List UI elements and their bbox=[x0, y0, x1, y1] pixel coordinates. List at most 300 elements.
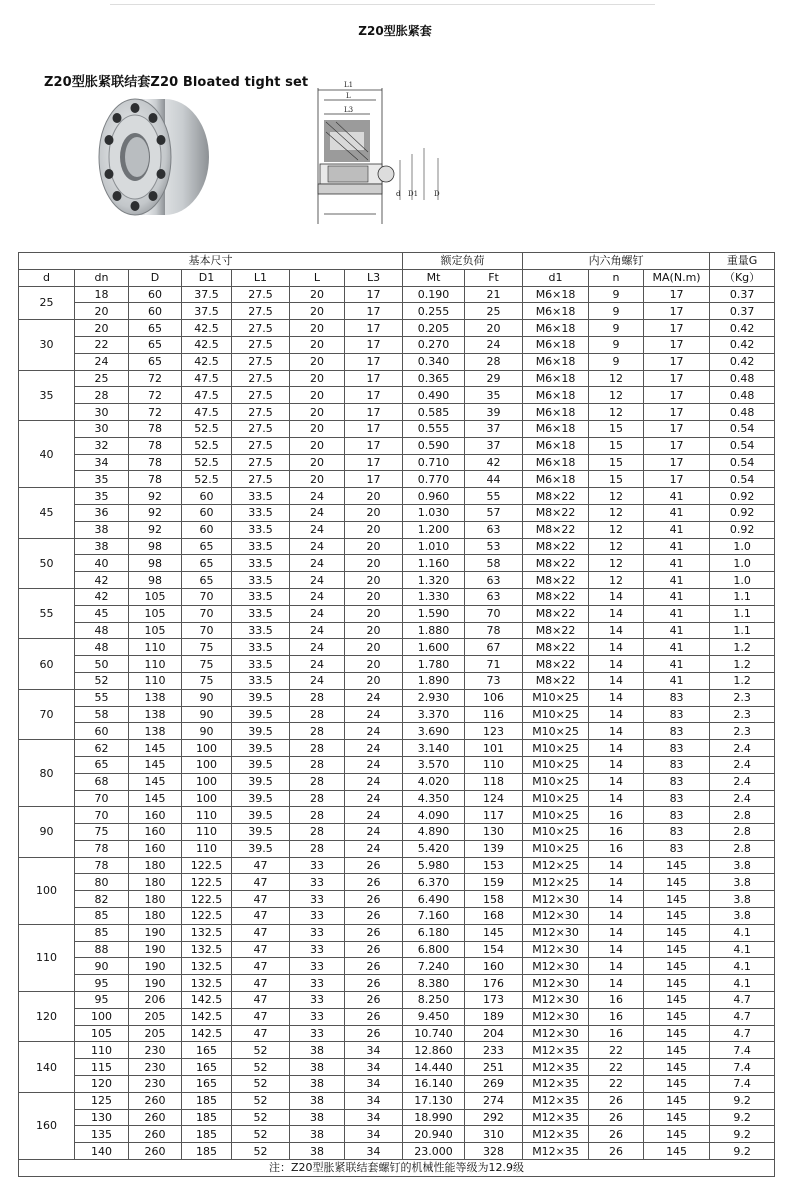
table-cell: 27.5 bbox=[232, 320, 290, 337]
table-row bbox=[19, 756, 775, 773]
table-cell: 22 bbox=[589, 1059, 644, 1076]
table-cell: 0.37 bbox=[710, 286, 775, 303]
table-cell: M10×25 bbox=[523, 706, 589, 723]
table-cell: 39.5 bbox=[232, 706, 290, 723]
table-row bbox=[19, 656, 775, 673]
table-row bbox=[19, 672, 775, 689]
table-cell: 33 bbox=[290, 975, 345, 992]
table-cell: 100 bbox=[182, 773, 232, 790]
table-cell: 24 bbox=[290, 656, 345, 673]
table-cell: 26 bbox=[589, 1143, 644, 1160]
table-row bbox=[19, 370, 775, 387]
table-cell: 27.5 bbox=[232, 336, 290, 353]
table-cell: 17 bbox=[345, 286, 403, 303]
table-cell: 52 bbox=[232, 1076, 290, 1093]
table-cell: 52 bbox=[232, 1092, 290, 1109]
table-cell: M10×25 bbox=[523, 689, 589, 706]
table-cell: 47.5 bbox=[182, 387, 232, 404]
table-cell: 118 bbox=[465, 773, 523, 790]
table-row bbox=[19, 958, 775, 975]
table-cell: 47.5 bbox=[182, 370, 232, 387]
column-header-row bbox=[19, 269, 775, 286]
bore-diameter-cell: 35 bbox=[19, 370, 75, 420]
table-cell: 9 bbox=[589, 353, 644, 370]
table-cell: 269 bbox=[465, 1076, 523, 1093]
table-cell: 158 bbox=[465, 891, 523, 908]
table-cell: 52 bbox=[232, 1143, 290, 1160]
table-cell: 75 bbox=[182, 656, 232, 673]
table-cell: M6×18 bbox=[523, 387, 589, 404]
table-cell: 310 bbox=[465, 1126, 523, 1143]
table-cell: 260 bbox=[129, 1126, 182, 1143]
table-row bbox=[19, 1042, 775, 1059]
table-cell: 14 bbox=[589, 975, 644, 992]
table-cell: 83 bbox=[644, 723, 710, 740]
table-cell: 7.4 bbox=[710, 1076, 775, 1093]
table-cell: 34 bbox=[345, 1042, 403, 1059]
bore-diameter-cell: 25 bbox=[19, 286, 75, 320]
table-cell: 0.92 bbox=[710, 521, 775, 538]
table-cell: 60 bbox=[182, 504, 232, 521]
table-cell: 20 bbox=[290, 471, 345, 488]
table-cell: M8×22 bbox=[523, 504, 589, 521]
table-cell: 145 bbox=[644, 975, 710, 992]
table-cell: 26 bbox=[345, 924, 403, 941]
table-cell: 70 bbox=[75, 807, 129, 824]
table-cell: 60 bbox=[129, 286, 182, 303]
table-cell: 90 bbox=[75, 958, 129, 975]
table-cell: 14 bbox=[589, 622, 644, 639]
table-cell: M6×18 bbox=[523, 370, 589, 387]
table-cell: 3.8 bbox=[710, 908, 775, 925]
table-cell: 72 bbox=[129, 387, 182, 404]
table-cell: 145 bbox=[644, 891, 710, 908]
table-row bbox=[19, 773, 775, 790]
table-cell: M6×18 bbox=[523, 404, 589, 421]
table-cell: 78 bbox=[465, 622, 523, 639]
table-cell: 47 bbox=[232, 958, 290, 975]
table-cell: 27.5 bbox=[232, 286, 290, 303]
table-cell: 60 bbox=[182, 521, 232, 538]
bore-diameter-cell: 55 bbox=[19, 588, 75, 638]
table-cell: 90 bbox=[182, 723, 232, 740]
table-cell: 26 bbox=[589, 1109, 644, 1126]
table-cell: 34 bbox=[345, 1076, 403, 1093]
table-cell: 39.5 bbox=[232, 740, 290, 757]
table-cell: 142.5 bbox=[182, 992, 232, 1009]
table-cell: 165 bbox=[182, 1059, 232, 1076]
table-cell: 1.2 bbox=[710, 656, 775, 673]
table-cell: 145 bbox=[644, 1059, 710, 1076]
table-cell: 17 bbox=[644, 286, 710, 303]
table-cell: 85 bbox=[75, 924, 129, 941]
table-row bbox=[19, 824, 775, 841]
table-row bbox=[19, 387, 775, 404]
table-cell: 110 bbox=[182, 824, 232, 841]
table-cell: 1.010 bbox=[403, 538, 465, 555]
table-cell: 20 bbox=[290, 454, 345, 471]
table-cell: M12×35 bbox=[523, 1109, 589, 1126]
table-cell: 47.5 bbox=[182, 404, 232, 421]
table-cell: 120 bbox=[75, 1076, 129, 1093]
table-cell: M6×18 bbox=[523, 420, 589, 437]
table-cell: 33 bbox=[290, 924, 345, 941]
table-cell: 14 bbox=[589, 773, 644, 790]
table-cell: 24 bbox=[345, 723, 403, 740]
table-cell: 1.1 bbox=[710, 622, 775, 639]
table-cell: 24 bbox=[290, 622, 345, 639]
table-cell: 190 bbox=[129, 975, 182, 992]
table-row bbox=[19, 404, 775, 421]
table-cell: 20 bbox=[345, 605, 403, 622]
table-cell: 1.1 bbox=[710, 588, 775, 605]
table-cell: M8×22 bbox=[523, 588, 589, 605]
table-cell: 190 bbox=[129, 941, 182, 958]
table-cell: 52.5 bbox=[182, 420, 232, 437]
table-cell: M6×18 bbox=[523, 303, 589, 320]
table-cell: 20 bbox=[345, 622, 403, 639]
bore-diameter-cell: 40 bbox=[19, 420, 75, 487]
table-cell: 70 bbox=[465, 605, 523, 622]
table-cell: 38 bbox=[290, 1126, 345, 1143]
table-cell: 70 bbox=[182, 622, 232, 639]
table-cell: 2.8 bbox=[710, 824, 775, 841]
table-cell: 9 bbox=[589, 336, 644, 353]
table-cell: 0.48 bbox=[710, 404, 775, 421]
table-cell: 37 bbox=[465, 437, 523, 454]
table-cell: 41 bbox=[644, 672, 710, 689]
table-cell: 33 bbox=[290, 891, 345, 908]
table-cell: 52.5 bbox=[182, 471, 232, 488]
table-cell: 88 bbox=[75, 941, 129, 958]
table-cell: 14 bbox=[589, 689, 644, 706]
table-cell: 9 bbox=[589, 286, 644, 303]
table-cell: 1.590 bbox=[403, 605, 465, 622]
table-cell: 27.5 bbox=[232, 370, 290, 387]
table-cell: 14 bbox=[589, 908, 644, 925]
table-cell: 10.740 bbox=[403, 1025, 465, 1042]
table-cell: 17 bbox=[644, 336, 710, 353]
bore-diameter-cell: 120 bbox=[19, 992, 75, 1042]
table-cell: 17 bbox=[345, 320, 403, 337]
table-cell: M12×35 bbox=[523, 1059, 589, 1076]
table-row bbox=[19, 1143, 775, 1160]
table-cell: 24 bbox=[290, 672, 345, 689]
table-cell: 4.350 bbox=[403, 790, 465, 807]
table-cell: 85 bbox=[75, 908, 129, 925]
table-cell: 28 bbox=[465, 353, 523, 370]
table-cell: 38 bbox=[290, 1059, 345, 1076]
table-cell: 3.690 bbox=[403, 723, 465, 740]
dim-outer-d-label: D bbox=[434, 190, 440, 198]
table-cell: 65 bbox=[129, 336, 182, 353]
table-cell: 12 bbox=[589, 555, 644, 572]
table-cell: 4.7 bbox=[710, 1008, 775, 1025]
table-cell: 63 bbox=[465, 521, 523, 538]
table-cell: 39.5 bbox=[232, 773, 290, 790]
table-cell: 15 bbox=[589, 471, 644, 488]
table-cell: 0.960 bbox=[403, 488, 465, 505]
column-header: L bbox=[290, 269, 345, 286]
table-cell: 180 bbox=[129, 857, 182, 874]
table-cell: 145 bbox=[644, 992, 710, 1009]
table-cell: 20.940 bbox=[403, 1126, 465, 1143]
table-cell: 135 bbox=[75, 1126, 129, 1143]
table-cell: 33 bbox=[290, 908, 345, 925]
table-cell: 4.020 bbox=[403, 773, 465, 790]
table-cell: 39.5 bbox=[232, 689, 290, 706]
table-cell: 41 bbox=[644, 555, 710, 572]
table-row bbox=[19, 320, 775, 337]
table-cell: 33.5 bbox=[232, 538, 290, 555]
table-cell: 65 bbox=[182, 572, 232, 589]
table-cell: 14 bbox=[589, 924, 644, 941]
table-cell: 17 bbox=[345, 437, 403, 454]
table-cell: 17 bbox=[345, 353, 403, 370]
table-cell: 9 bbox=[589, 320, 644, 337]
table-cell: 38 bbox=[290, 1143, 345, 1160]
table-cell: M6×18 bbox=[523, 336, 589, 353]
table-cell: M6×18 bbox=[523, 471, 589, 488]
table-cell: 0.205 bbox=[403, 320, 465, 337]
table-cell: 72 bbox=[129, 404, 182, 421]
table-cell: 132.5 bbox=[182, 941, 232, 958]
table-cell: M12×30 bbox=[523, 908, 589, 925]
table-cell: 83 bbox=[644, 773, 710, 790]
table-cell: 24 bbox=[290, 588, 345, 605]
table-cell: 92 bbox=[129, 504, 182, 521]
table-cell: 132.5 bbox=[182, 958, 232, 975]
table-cell: M6×18 bbox=[523, 437, 589, 454]
table-cell: 72 bbox=[129, 370, 182, 387]
table-row bbox=[19, 689, 775, 706]
table-cell: 27.5 bbox=[232, 353, 290, 370]
table-cell: 30 bbox=[75, 404, 129, 421]
table-cell: 5.980 bbox=[403, 857, 465, 874]
table-cell: 36 bbox=[75, 504, 129, 521]
table-cell: 20 bbox=[345, 656, 403, 673]
table-cell: 4.1 bbox=[710, 958, 775, 975]
table-cell: 78 bbox=[129, 437, 182, 454]
table-cell: 20 bbox=[75, 320, 129, 337]
table-cell: 35 bbox=[75, 488, 129, 505]
table-cell: 47 bbox=[232, 975, 290, 992]
table-cell: 58 bbox=[75, 706, 129, 723]
table-cell: 28 bbox=[290, 689, 345, 706]
table-cell: 52.5 bbox=[182, 437, 232, 454]
table-cell: 154 bbox=[465, 941, 523, 958]
table-cell: M12×35 bbox=[523, 1143, 589, 1160]
table-cell: 52 bbox=[232, 1042, 290, 1059]
table-cell: M12×25 bbox=[523, 874, 589, 891]
table-cell: 145 bbox=[644, 1126, 710, 1143]
table-cell: 24 bbox=[290, 521, 345, 538]
bore-diameter-cell: 90 bbox=[19, 807, 75, 857]
table-cell: 12 bbox=[589, 521, 644, 538]
table-cell: 33.5 bbox=[232, 605, 290, 622]
table-row bbox=[19, 975, 775, 992]
table-cell: 2.8 bbox=[710, 840, 775, 857]
table-cell: 0.270 bbox=[403, 336, 465, 353]
table-cell: 24 bbox=[345, 840, 403, 857]
table-row bbox=[19, 605, 775, 622]
table-cell: 38 bbox=[290, 1109, 345, 1126]
table-cell: 33.5 bbox=[232, 555, 290, 572]
table-cell: 189 bbox=[465, 1008, 523, 1025]
table-cell: 205 bbox=[129, 1008, 182, 1025]
table-cell: 100 bbox=[182, 756, 232, 773]
table-cell: 24 bbox=[290, 488, 345, 505]
table-cell: 83 bbox=[644, 706, 710, 723]
dim-l1-label: L1 bbox=[344, 81, 354, 89]
table-cell: 17 bbox=[644, 370, 710, 387]
table-cell: 24 bbox=[290, 555, 345, 572]
table-cell: 117 bbox=[465, 807, 523, 824]
table-cell: 38 bbox=[75, 521, 129, 538]
table-cell: 2.3 bbox=[710, 723, 775, 740]
table-cell: 80 bbox=[75, 874, 129, 891]
table-cell: 14 bbox=[589, 790, 644, 807]
group-header-weight: 重量G bbox=[710, 253, 775, 270]
table-cell: 138 bbox=[129, 723, 182, 740]
table-cell: 24 bbox=[290, 639, 345, 656]
table-cell: 4.890 bbox=[403, 824, 465, 841]
table-row bbox=[19, 857, 775, 874]
table-cell: 0.555 bbox=[403, 420, 465, 437]
table-cell: 2.3 bbox=[710, 689, 775, 706]
table-cell: 1.320 bbox=[403, 572, 465, 589]
table-row bbox=[19, 336, 775, 353]
table-cell: 92 bbox=[129, 521, 182, 538]
table-cell: 60 bbox=[182, 488, 232, 505]
table-cell: 14 bbox=[589, 874, 644, 891]
table-cell: 41 bbox=[644, 656, 710, 673]
table-cell: 14 bbox=[589, 740, 644, 757]
table-cell: 34 bbox=[345, 1143, 403, 1160]
table-cell: 12.860 bbox=[403, 1042, 465, 1059]
table-row bbox=[19, 1025, 775, 1042]
table-cell: 173 bbox=[465, 992, 523, 1009]
table-cell: 28 bbox=[75, 387, 129, 404]
table-cell: 41 bbox=[644, 639, 710, 656]
table-cell: 34 bbox=[345, 1126, 403, 1143]
table-cell: 14.440 bbox=[403, 1059, 465, 1076]
table-cell: 33.5 bbox=[232, 588, 290, 605]
table-cell: 145 bbox=[644, 1008, 710, 1025]
table-cell: M12×30 bbox=[523, 1008, 589, 1025]
table-cell: 110 bbox=[75, 1042, 129, 1059]
technical-drawing bbox=[300, 74, 460, 234]
table-cell: 83 bbox=[644, 807, 710, 824]
table-cell: 20 bbox=[290, 420, 345, 437]
table-cell: 3.140 bbox=[403, 740, 465, 757]
table-cell: M8×22 bbox=[523, 605, 589, 622]
table-cell: M8×22 bbox=[523, 656, 589, 673]
table-cell: 65 bbox=[182, 538, 232, 555]
table-cell: 3.370 bbox=[403, 706, 465, 723]
table-row bbox=[19, 538, 775, 555]
table-cell: 41 bbox=[644, 488, 710, 505]
table-cell: 24 bbox=[345, 756, 403, 773]
table-cell: 83 bbox=[644, 740, 710, 757]
table-row bbox=[19, 1109, 775, 1126]
top-divider bbox=[110, 0, 655, 5]
table-cell: 24 bbox=[345, 740, 403, 757]
table-cell: 24 bbox=[345, 706, 403, 723]
table-cell: 26 bbox=[589, 1092, 644, 1109]
table-cell: 0.585 bbox=[403, 404, 465, 421]
table-cell: 78 bbox=[75, 857, 129, 874]
table-cell: 1.030 bbox=[403, 504, 465, 521]
table-cell: 70 bbox=[75, 790, 129, 807]
table-cell: M8×22 bbox=[523, 639, 589, 656]
table-cell: 20 bbox=[345, 538, 403, 555]
table-cell: 165 bbox=[182, 1042, 232, 1059]
table-cell: 12 bbox=[589, 488, 644, 505]
table-cell: M12×30 bbox=[523, 891, 589, 908]
table-cell: 41 bbox=[644, 572, 710, 589]
table-cell: M12×30 bbox=[523, 975, 589, 992]
table-row bbox=[19, 303, 775, 320]
table-cell: 132.5 bbox=[182, 924, 232, 941]
table-cell: 160 bbox=[129, 824, 182, 841]
table-cell: 25 bbox=[465, 303, 523, 320]
bore-diameter-cell: 60 bbox=[19, 639, 75, 689]
table-cell: 33.5 bbox=[232, 488, 290, 505]
table-cell: 0.710 bbox=[403, 454, 465, 471]
table-cell: 0.42 bbox=[710, 353, 775, 370]
table-cell: 52 bbox=[232, 1126, 290, 1143]
table-cell: 34 bbox=[345, 1092, 403, 1109]
table-cell: 26 bbox=[345, 941, 403, 958]
table-cell: 15 bbox=[589, 420, 644, 437]
table-cell: 32 bbox=[75, 437, 129, 454]
table-cell: 20 bbox=[345, 588, 403, 605]
table-cell: 180 bbox=[129, 891, 182, 908]
table-cell: 116 bbox=[465, 706, 523, 723]
table-cell: 12 bbox=[589, 387, 644, 404]
table-row bbox=[19, 286, 775, 303]
table-cell: 233 bbox=[465, 1042, 523, 1059]
column-header: MA(N.m) bbox=[644, 269, 710, 286]
table-row bbox=[19, 622, 775, 639]
table-cell: M10×25 bbox=[523, 756, 589, 773]
table-cell: 145 bbox=[644, 908, 710, 925]
table-cell: 328 bbox=[465, 1143, 523, 1160]
table-cell: 39.5 bbox=[232, 840, 290, 857]
table-cell: 12 bbox=[589, 572, 644, 589]
table-cell: 41 bbox=[644, 588, 710, 605]
table-cell: 78 bbox=[75, 840, 129, 857]
table-cell: 26 bbox=[345, 874, 403, 891]
table-cell: 27.5 bbox=[232, 437, 290, 454]
table-cell: 110 bbox=[182, 840, 232, 857]
table-row bbox=[19, 588, 775, 605]
table-cell: 0.54 bbox=[710, 454, 775, 471]
table-cell: 60 bbox=[75, 723, 129, 740]
table-cell: 83 bbox=[644, 790, 710, 807]
table-cell: 20 bbox=[345, 488, 403, 505]
bore-diameter-cell: 80 bbox=[19, 740, 75, 807]
table-cell: 7.160 bbox=[403, 908, 465, 925]
table-cell: 145 bbox=[465, 924, 523, 941]
table-cell: 34 bbox=[345, 1109, 403, 1126]
table-cell: 1.1 bbox=[710, 605, 775, 622]
table-cell: 0.48 bbox=[710, 387, 775, 404]
table-cell: 180 bbox=[129, 874, 182, 891]
table-cell: 42.5 bbox=[182, 320, 232, 337]
table-cell: 75 bbox=[75, 824, 129, 841]
